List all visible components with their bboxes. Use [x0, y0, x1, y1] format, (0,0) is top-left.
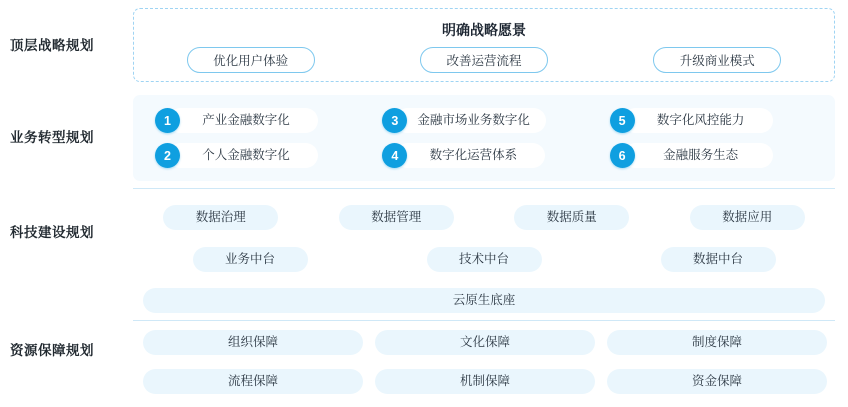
tech-pill-data-application[interactable]: 数据应用: [690, 205, 805, 230]
business-item[interactable]: [370, 106, 597, 136]
business-item-label: 金融服务生态: [623, 143, 773, 168]
resource-pill-process[interactable]: 流程保障: [143, 369, 363, 394]
business-item[interactable]: [370, 141, 597, 171]
strategy-item[interactable]: 优化用户体验: [187, 47, 315, 73]
business-item-number: 3: [382, 108, 407, 133]
tech-pill-cloud-native-foundation[interactable]: 云原生底座: [143, 288, 825, 313]
section-divider: [133, 188, 835, 189]
row-label-resource-guarantee: 资源保障规划: [10, 343, 94, 358]
resource-pill-organization[interactable]: 组织保障: [143, 330, 363, 355]
resource-pill-funding[interactable]: 资金保障: [607, 369, 827, 394]
resource-row-1: [133, 330, 835, 355]
strategy-panel: [133, 8, 835, 82]
resource-row-2: [133, 369, 835, 394]
business-item[interactable]: [143, 106, 370, 136]
row-label-top-strategy: 顶层战略规划: [10, 38, 94, 53]
business-item-label: 金融市场业务数字化: [395, 108, 546, 133]
strategy-item[interactable]: 升级商业模式: [653, 47, 781, 73]
tech-row-midend: [133, 247, 835, 272]
business-item-number: 5: [610, 108, 635, 133]
business-item-label: 数字化运营体系: [395, 143, 545, 168]
business-item-number: 1: [155, 108, 180, 133]
business-item-number: 2: [155, 143, 180, 168]
section-divider-resource: [133, 320, 835, 321]
resource-pill-institution[interactable]: 制度保障: [607, 330, 827, 355]
row-label-business-transformation: 业务转型规划: [10, 130, 94, 145]
strategy-pill-row: [134, 47, 834, 73]
tech-pill-data-quality[interactable]: 数据质量: [514, 205, 629, 230]
business-panel: [133, 95, 835, 181]
resource-pill-mechanism[interactable]: 机制保障: [375, 369, 595, 394]
tech-row-data: [133, 205, 835, 230]
row-label-tech-construction: 科技建设规划: [10, 225, 94, 240]
tech-pill-business-midend[interactable]: 业务中台: [193, 247, 308, 272]
tech-pill-data-governance[interactable]: 数据治理: [163, 205, 278, 230]
resource-pill-culture[interactable]: 文化保障: [375, 330, 595, 355]
tech-pill-technology-midend[interactable]: 技术中台: [427, 247, 542, 272]
business-item-label: 个人金融数字化: [168, 143, 318, 168]
tech-pill-data-management[interactable]: 数据管理: [339, 205, 454, 230]
strategy-title: 明确战略愿景: [442, 22, 526, 38]
business-item-label: 数字化风控能力: [623, 108, 773, 133]
business-item-label: 产业金融数字化: [168, 108, 318, 133]
strategy-item[interactable]: 改善运营流程: [420, 47, 548, 73]
business-grid: [133, 95, 835, 181]
business-item[interactable]: [598, 106, 825, 136]
business-item[interactable]: [143, 141, 370, 171]
business-item-number: 6: [610, 143, 635, 168]
business-item[interactable]: [598, 141, 825, 171]
tech-pill-data-midend[interactable]: 数据中台: [661, 247, 776, 272]
business-item-number: 4: [382, 143, 407, 168]
